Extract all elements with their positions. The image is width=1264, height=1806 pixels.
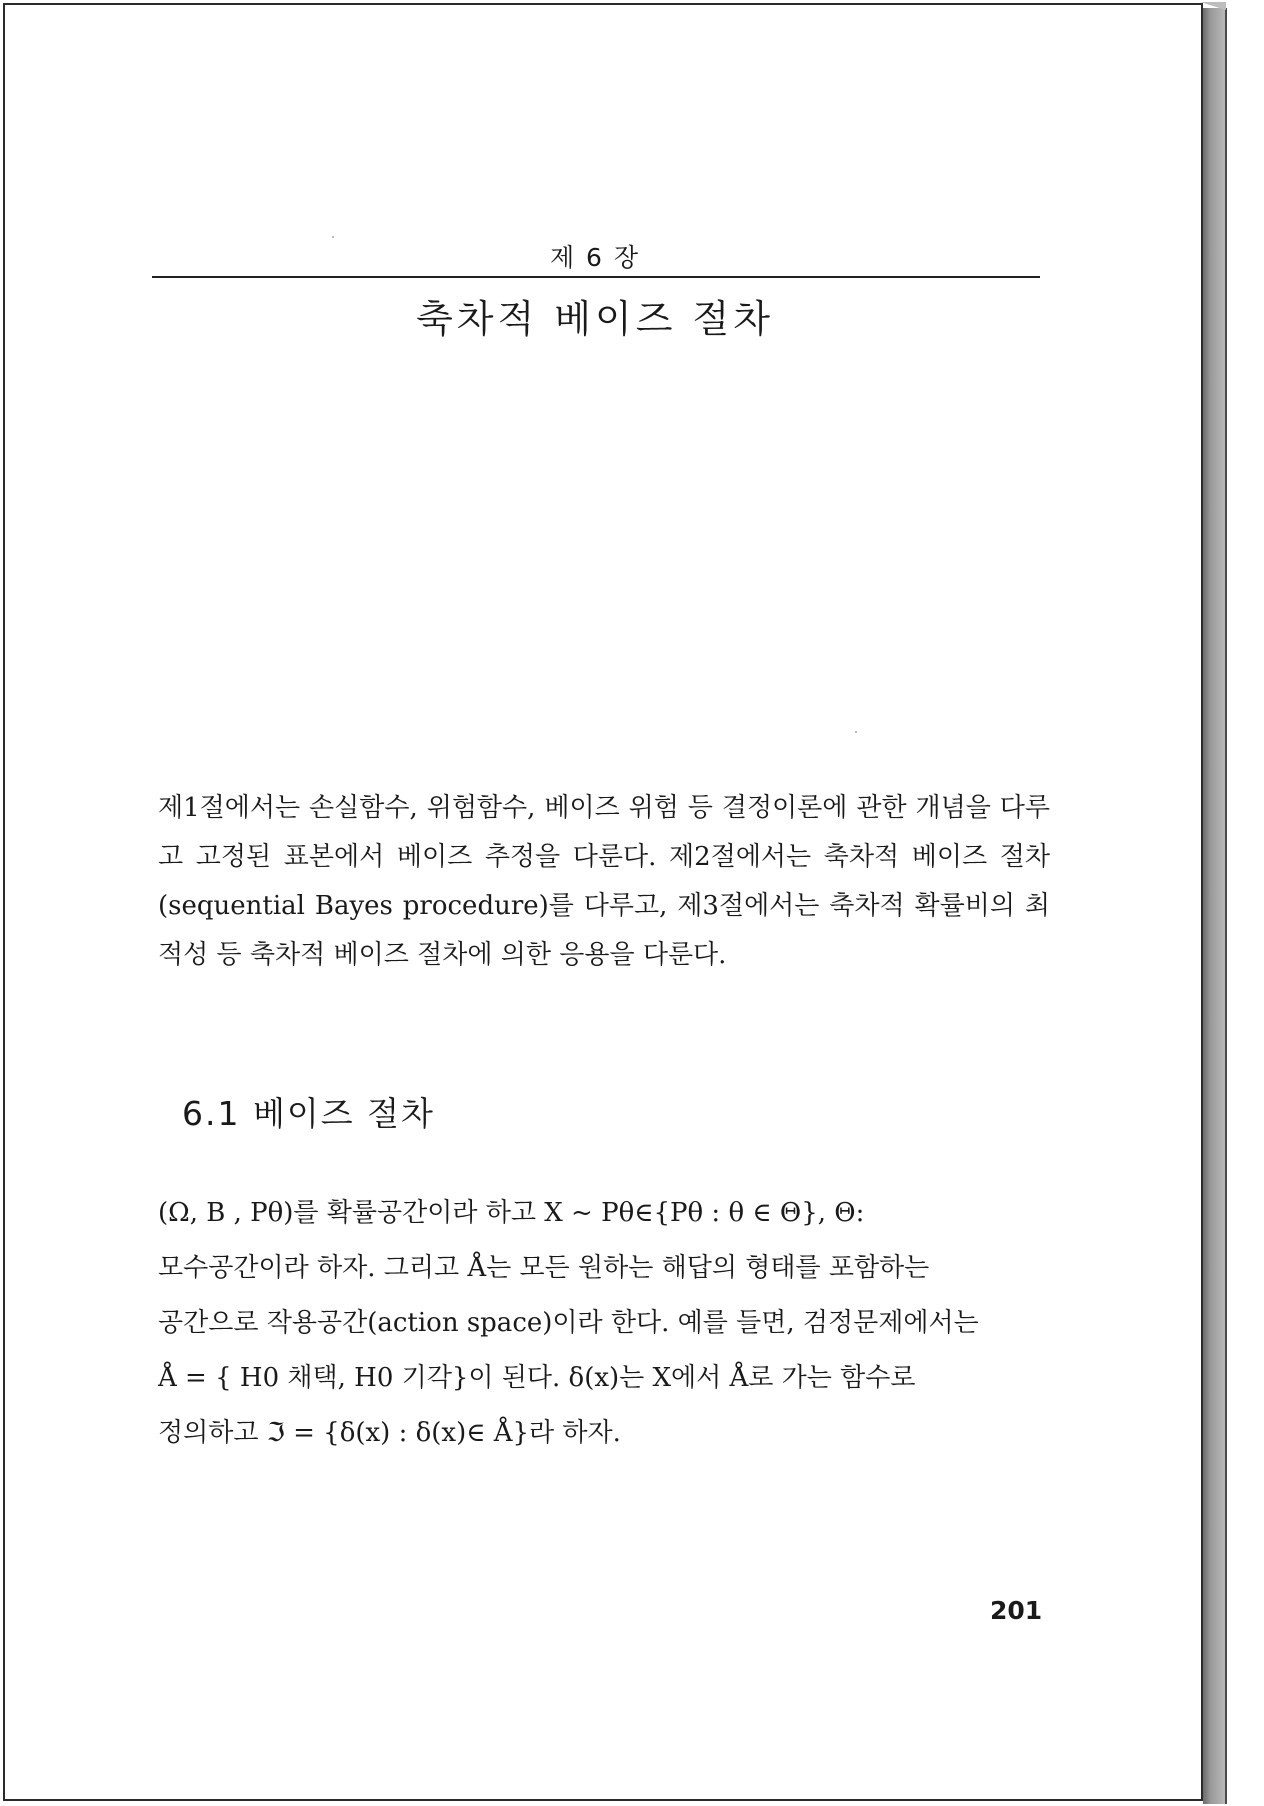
body-line: Å = { H0 채택, H0 기각}이 된다. δ(x)는 X에서 Å로 가는 함수로 (158, 1363, 916, 1393)
body-line: 정의하고 ℑ = {δ(x) : δ(x)∈ Å}라 하자. (158, 1418, 621, 1448)
page-number: 201 (990, 1596, 1043, 1625)
body-line: 모수공간이라 하자. 그리고 Å는 모든 원하는 해답의 형태를 포함하는 (158, 1253, 930, 1283)
chapter-label: 제 6 장 (549, 243, 641, 272)
scan-speck (855, 731, 857, 733)
body-line: (Ω, B , Pθ)를 확률공간이라 하고 X ~ Pθ∈{Pθ : θ ∈ Θ}, Θ: (158, 1198, 865, 1228)
page-edge-shadow (1203, 8, 1227, 1804)
intro-paragraph: 제1절에서는 손실함수, 위험함수, 베이즈 위험 등 결정이론에 관한 개념을 다루고 고정된 표본에서 베이즈 추정을 다룬다. 제2절에서는 축차적 베이즈 절차(sequential Bayes procedure)를 다루고, 제3절에서는 축차적 확률비의 최적성 등 축차적 베이즈 절차에 의한 응용을 다룬다. (158, 793, 1050, 970)
chapter-title: 축차적 베이즈 절차 (416, 297, 774, 341)
page-edge-corner (1200, 2, 1226, 10)
chapter-rule (152, 276, 1040, 278)
body-line: 공간으로 작용공간(action space)이라 한다. 예를 들면, 검정문제에서는 (158, 1308, 979, 1338)
section-heading: 6.1 베이즈 절차 (182, 1094, 435, 1133)
section-body (158, 1186, 1050, 1461)
